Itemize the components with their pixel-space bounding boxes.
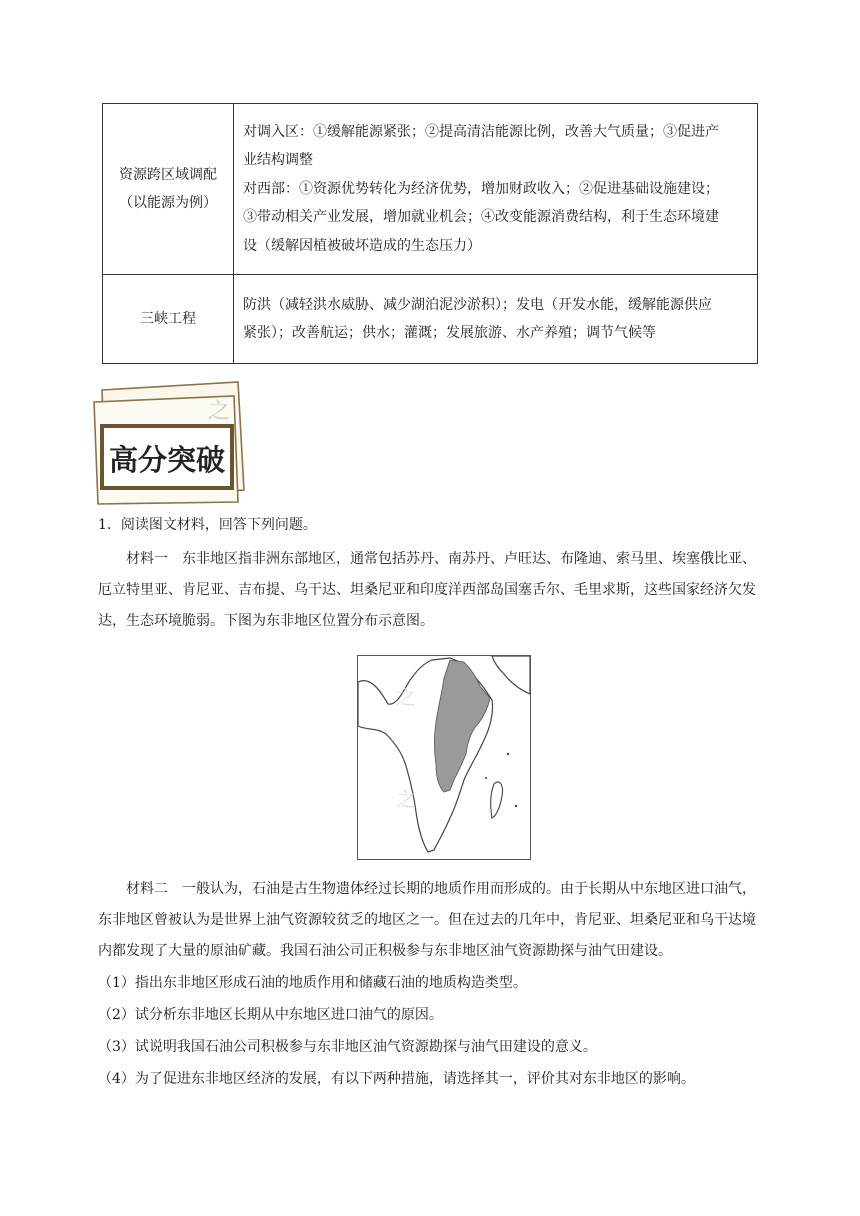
sub-question-1: （1）指出东非地区形成石油的地质作用和储藏石油的地质构造类型。	[98, 975, 527, 991]
arabia-land	[492, 656, 530, 694]
table-row	[103, 275, 758, 364]
material-two: 材料二 一般认为，石油是古生物遗体经过长期的地质作用而形成的。由于长期从中东地区进口油气，东非地区曾被认为是世界上油气资源较贫乏的地区之一。但在过去的几年中，肯尼亚、坦桑尼亚和乌干达境内都发现了大量的原油矿藏。我国石油公司正积极参与东非地区油气资源勘探与油气田建设。	[98, 881, 756, 959]
comparison-table	[102, 103, 758, 364]
section-badge	[88, 378, 250, 506]
value-line: 设（缓解因植被破坏造成的生态压力）	[243, 237, 481, 254]
question-intro: 1．阅读图文材料，回答下列问题。	[98, 517, 317, 533]
row-key-line: （以能源为例）	[119, 195, 217, 211]
island-dot	[485, 777, 487, 779]
value-line: 紧张）；改善航运；供水；灌溉；发展旅游、水产养殖；调节气候等	[243, 325, 656, 341]
badge-watermark: 之	[208, 399, 231, 424]
island-dot	[515, 805, 517, 807]
map-watermark: 之	[396, 787, 416, 811]
map-watermark: 之	[396, 685, 416, 709]
east-africa-map	[357, 655, 531, 860]
table-value-cell	[234, 104, 758, 275]
island-dot	[507, 753, 509, 755]
value-line: 对调入区：①缓解能源紧张；②提高清洁能源比例，改善大气质量；③促进产	[243, 123, 719, 140]
value-line: 对西部：①资源优势转化为经济优势，增加财政收入；②促进基础设施建设；	[243, 180, 719, 197]
sub-question-2: （2）试分析东非地区长期从中东地区进口油气的原因。	[98, 1007, 443, 1023]
value-line: ③带动相关产业发展，增加就业机会；④改变能源消费结构，利于生态环境建	[243, 209, 719, 226]
material-one: 材料一 东非地区指非洲东部地区，通常包括苏丹、南苏丹、卢旺达、布隆迪、索马里、埃塞俄比亚、厄立特里亚、肯尼亚、吉布提、乌干达、坦桑尼亚和印度洋西部岛国塞舌尔、毛里求斯，这些国家经济欠发达，生态环境脆弱。下图为东非地区位置分布示意图。	[98, 551, 756, 629]
table-row	[103, 104, 758, 275]
madagascar-island	[491, 782, 503, 818]
row-key-line: 资源跨区域调配	[119, 166, 217, 183]
badge-title: 高分突破	[108, 443, 226, 477]
table-key-cell	[103, 104, 234, 275]
value-line: 防洪（减轻洪水威胁、减少湖泊泥沙淤积）；发电（开发水能，缓解能源供应	[243, 296, 712, 313]
sub-question-3: （3）试说明我国石油公司积极参与东非地区油气资源勘探与油气田建设的意义。	[98, 1039, 597, 1055]
table-value-cell	[234, 275, 758, 364]
table-key-cell	[103, 275, 234, 364]
africa-map-icon	[358, 656, 530, 859]
value-line: 业结构调整	[243, 152, 313, 169]
badge-frame-icon	[88, 378, 250, 506]
row-key-line: 三峡工程	[140, 310, 196, 327]
sub-question-4: （4）为了促进东非地区经济的发展，有以下两种措施，请选择其一，评价其对东非地区的影响。	[98, 1071, 695, 1087]
